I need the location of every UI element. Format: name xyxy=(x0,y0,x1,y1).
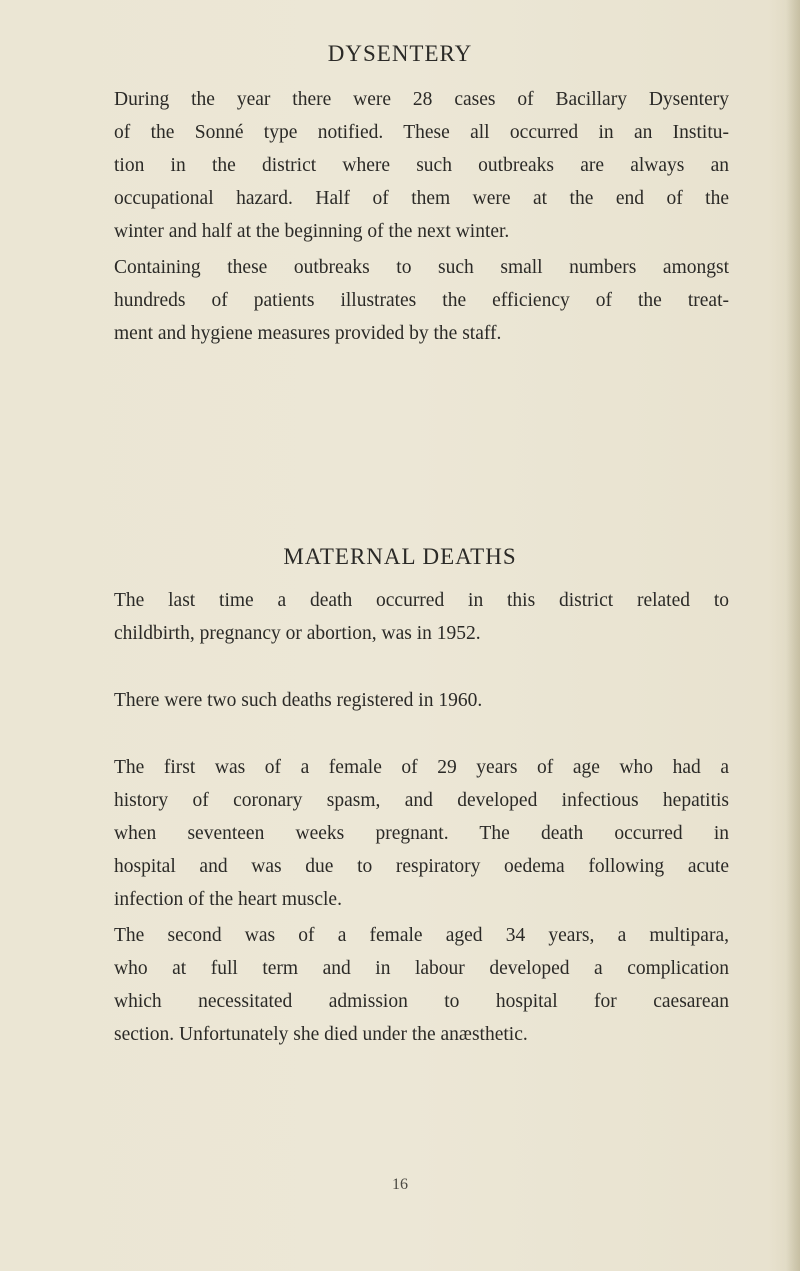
text-line: hospital and was due to respiratory oedema following acute xyxy=(114,856,729,877)
text-line: childbirth, pregnancy or abortion, was in 1952. xyxy=(114,623,481,644)
dysentery-paragraph-1 xyxy=(114,83,729,248)
text-line: history of coronary spasm, and developed infectious hepatitis xyxy=(114,790,729,811)
text-line: hundreds of patients illustrates the efficiency of the treat- xyxy=(114,290,729,311)
text-line: Containing these outbreaks to such small numbers amongst xyxy=(114,257,729,278)
text-line: The first was of a female of 29 years of age who had a xyxy=(114,757,729,778)
page-edge-shadow xyxy=(786,0,800,1271)
maternal-paragraph-1 xyxy=(114,584,729,650)
text-line: ment and hygiene measures provided by the staff. xyxy=(114,323,502,344)
text-line: occupational hazard. Half of them were at the end of the xyxy=(114,188,729,209)
text-line: section. Unfortunately she died under the anæsthetic. xyxy=(114,1024,528,1045)
text-line: infection of the heart muscle. xyxy=(114,889,342,910)
text-line: which necessitated admission to hospital for caesarean xyxy=(114,991,729,1012)
text-line: The last time a death occurred in this district related to xyxy=(114,590,729,611)
maternal-paragraph-2 xyxy=(114,684,729,717)
text-line: who at full term and in labour developed a complication xyxy=(114,958,729,979)
section-title-maternal-deaths: MATERNAL DEATHS xyxy=(283,544,517,569)
text-line: when seventeen weeks pregnant. The death occurred in xyxy=(114,823,729,844)
section-title-dysentery: DYSENTERY xyxy=(327,41,473,66)
text-line: There were two such deaths registered in 1960. xyxy=(114,690,483,711)
text-line: tion in the district where such outbreaks are always an xyxy=(114,155,729,176)
maternal-paragraph-4 xyxy=(114,919,729,1051)
text-line: winter and half at the beginning of the next winter. xyxy=(114,221,510,242)
text-line: During the year there were 28 cases of Bacillary Dysentery xyxy=(114,89,729,110)
page-number: 16 xyxy=(392,1176,408,1193)
dysentery-paragraph-2 xyxy=(114,251,729,350)
text-line: of the Sonné type notified. These all occurred in an Institu- xyxy=(114,122,729,143)
maternal-paragraph-3 xyxy=(114,751,729,916)
text-line: The second was of a female aged 34 years, a multipara, xyxy=(114,925,729,946)
